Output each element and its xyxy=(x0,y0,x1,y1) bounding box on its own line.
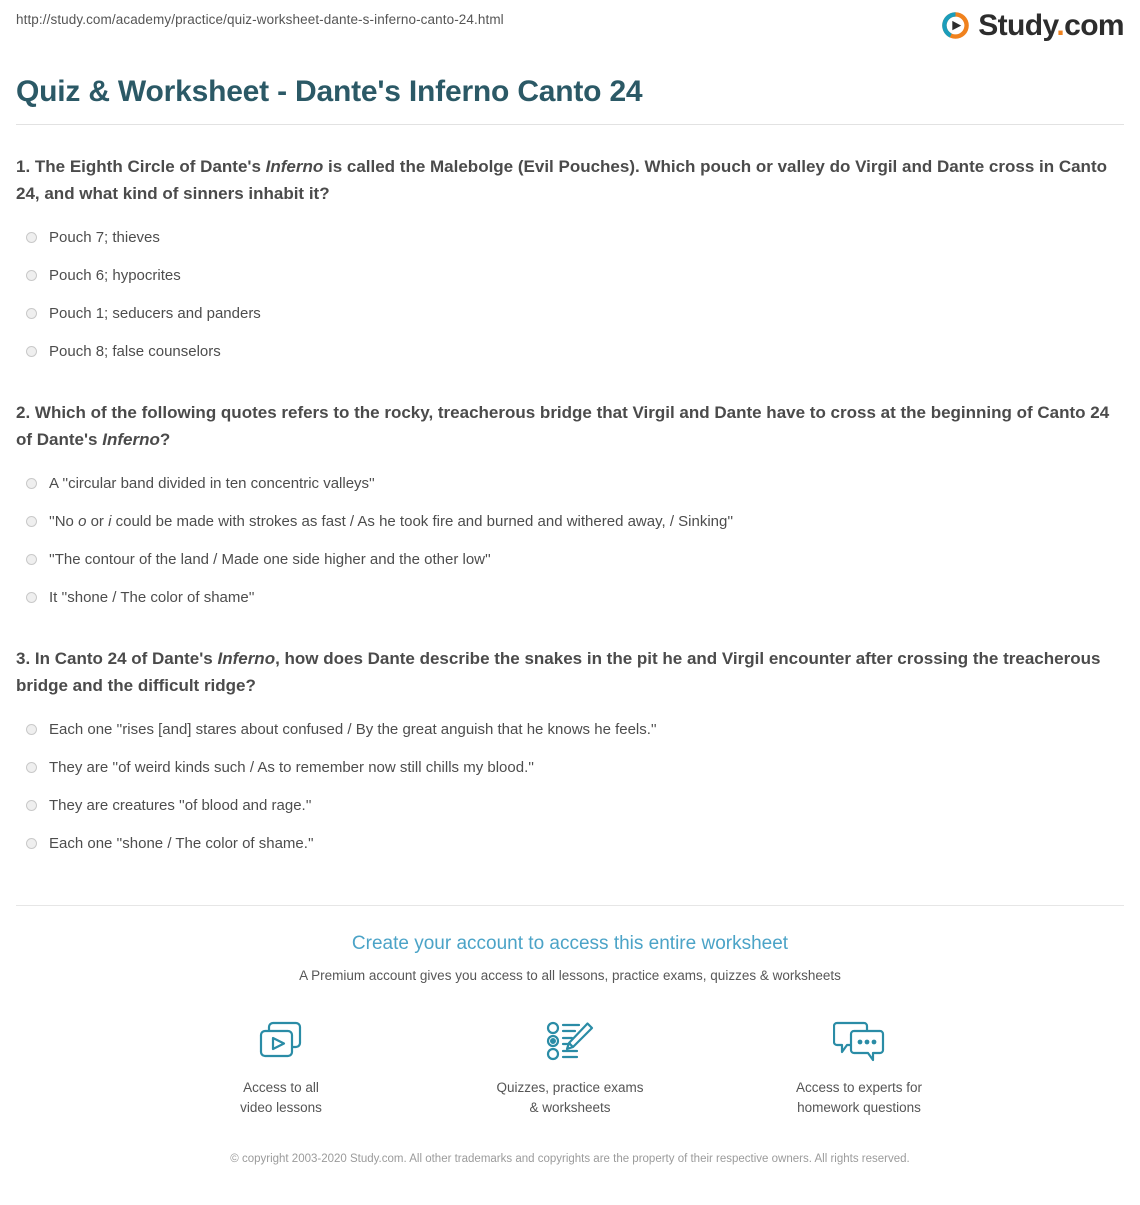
plain-text: ? xyxy=(159,430,171,449)
plain-text: ''No xyxy=(49,513,79,530)
answer-option[interactable] xyxy=(16,579,1124,617)
premium-feature xyxy=(784,1015,934,1118)
page-url: http://study.com/academy/practice/quiz-worksheet-dante-s-inferno-canto-24.html xyxy=(16,12,504,27)
answer-options xyxy=(16,711,1124,863)
play-circle-icon xyxy=(940,10,971,41)
plain-text: They are ''of weird kinds such / As to remember now still chills my blood.'' xyxy=(49,759,534,776)
answer-option[interactable] xyxy=(16,465,1124,503)
title-divider xyxy=(16,124,1124,125)
radio-button-icon[interactable] xyxy=(26,308,37,319)
radio-button-icon[interactable] xyxy=(26,270,37,281)
plain-text: could be made with strokes as fast / As he took fire and burned and withered away, / Sinking'' xyxy=(111,513,734,530)
radio-button-icon[interactable] xyxy=(26,478,37,489)
plain-text: 2. Which of the following quotes refers to the rocky, treacherous bridge that Virgil and Dante have to cross at the beginning of Canto 24 of Dante's xyxy=(16,403,1110,449)
radio-button-icon[interactable] xyxy=(26,838,37,849)
page-title-wrap xyxy=(0,74,1140,110)
page-header xyxy=(0,0,1140,66)
answer-option[interactable] xyxy=(16,711,1124,749)
plain-text: Each one ''rises [and] stares about confused / By the great anguish that he knows he feels.'' xyxy=(49,721,657,738)
feature-caption: Access to experts for homework questions xyxy=(795,1080,923,1115)
radio-button-icon[interactable] xyxy=(26,724,37,735)
plain-text: 1. The Eighth Circle of Dante's xyxy=(16,157,266,176)
answer-option[interactable] xyxy=(16,219,1124,257)
italic-text: Inferno xyxy=(102,430,160,449)
answer-option[interactable] xyxy=(16,541,1124,579)
answer-label xyxy=(49,549,491,571)
question-text xyxy=(16,645,1116,699)
answer-options xyxy=(16,219,1124,371)
answer-option[interactable] xyxy=(16,295,1124,333)
answer-option[interactable] xyxy=(16,825,1124,863)
radio-button-icon[interactable] xyxy=(26,346,37,357)
cta-subtitle: A Premium account gives you access to all lessons, practice exams, quizzes & worksheets xyxy=(299,968,841,983)
answer-label xyxy=(49,719,657,741)
answer-option[interactable] xyxy=(16,503,1124,541)
italic-text: Inferno xyxy=(265,157,324,176)
question-block xyxy=(16,399,1124,617)
radio-button-icon[interactable] xyxy=(26,592,37,603)
answer-label xyxy=(49,757,534,779)
plain-text: A ''circular band divided in ten concentric valleys'' xyxy=(49,475,375,492)
feature-caption: Quizzes, practice exams & worksheets xyxy=(496,1080,644,1115)
plain-text: Pouch 8; false counselors xyxy=(49,343,221,360)
answer-option[interactable] xyxy=(16,257,1124,295)
radio-button-icon[interactable] xyxy=(26,232,37,243)
plain-text: ''The contour of the land / Made one side higher and the other low'' xyxy=(49,551,491,568)
plain-text: is called the Malebolge (Evil Pouches). Which pouch or valley do Virgil and Dante cross in Canto 24, and what kind of sinners inhabit it? xyxy=(16,157,1107,203)
question-text xyxy=(16,399,1116,453)
chat-bubbles-icon xyxy=(784,1015,934,1067)
plain-text: Each one ''shone / The color of shame.'' xyxy=(49,835,314,852)
logo-wordmark: Study.com xyxy=(978,8,1124,42)
answer-label xyxy=(49,795,311,817)
plain-text: It ''shone / The color of shame'' xyxy=(49,589,255,606)
radio-button-icon[interactable] xyxy=(26,800,37,811)
radio-button-icon[interactable] xyxy=(26,554,37,565)
answer-options xyxy=(16,465,1124,617)
answer-label xyxy=(49,587,254,609)
italic-text: o xyxy=(78,513,87,530)
plain-text: Pouch 1; seducers and panders xyxy=(49,305,261,322)
copyright-notice: © copyright 2003-2020 Study.com. All other trademarks and copyrights are the property of their respective owners. All rights reserved. xyxy=(230,1153,910,1165)
answer-label xyxy=(49,303,261,325)
premium-feature xyxy=(495,1015,645,1118)
quiz-questions xyxy=(0,153,1140,863)
question-block xyxy=(16,645,1124,863)
italic-text: i xyxy=(108,513,112,530)
plain-text: 3. In Canto 24 of Dante's xyxy=(16,649,218,668)
radio-button-icon[interactable] xyxy=(26,516,37,527)
page-title: Quiz & Worksheet - Dante's Inferno Canto 24 xyxy=(16,75,643,108)
plain-text: or xyxy=(86,513,109,530)
site-logo[interactable] xyxy=(940,10,1124,41)
video-lessons-icon xyxy=(206,1015,356,1067)
quiz-checklist-pencil-icon xyxy=(495,1015,645,1067)
premium-features xyxy=(0,1015,1140,1118)
question-text xyxy=(16,153,1116,207)
plain-text: Pouch 6; hypocrites xyxy=(49,267,181,284)
feature-caption: Access to all video lessons xyxy=(240,1080,322,1115)
plain-text: , how does Dante describe the snakes in the pit he and Virgil encounter after crossing the treacherous bridge and the difficult ridge? xyxy=(16,649,1101,695)
answer-option[interactable] xyxy=(16,787,1124,825)
create-account-cta xyxy=(0,906,1140,1168)
premium-feature xyxy=(206,1015,356,1118)
answer-label xyxy=(49,511,733,533)
italic-text: Inferno xyxy=(217,649,276,668)
answer-label xyxy=(49,227,160,249)
answer-option[interactable] xyxy=(16,333,1124,371)
plain-text: Pouch 7; thieves xyxy=(49,229,160,246)
plain-text: They are creatures ''of blood and rage.'' xyxy=(49,797,312,814)
question-block xyxy=(16,153,1124,371)
answer-label xyxy=(49,341,221,363)
answer-label xyxy=(49,833,314,855)
radio-button-icon[interactable] xyxy=(26,762,37,773)
answer-option[interactable] xyxy=(16,749,1124,787)
answer-label xyxy=(49,265,181,287)
create-account-link[interactable]: Create your account to access this entire worksheet xyxy=(351,933,789,954)
answer-label xyxy=(49,473,375,495)
